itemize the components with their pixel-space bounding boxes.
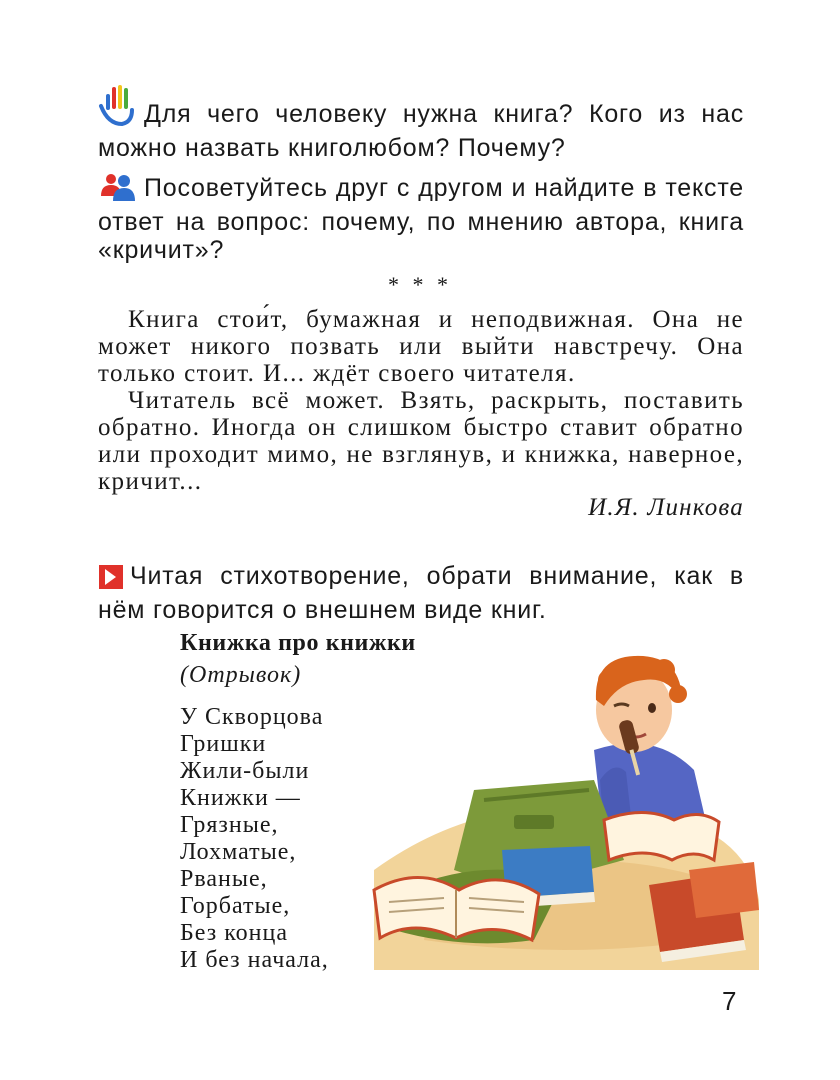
poem-line: Грязные, <box>180 812 279 838</box>
poem-line: Жили-были <box>180 758 310 784</box>
poem-line: Книжки — <box>180 785 301 811</box>
prose-paragraph-2: Читатель всё может. Взять, раскрыть, поставить обратно. Иногда он слишком быстро ставит обратно или проходит мимо, не взглянув, и книжка, наверное, кричит... <box>98 387 744 495</box>
section-separator: * * * <box>388 272 452 297</box>
poem-title: Книжка про книжки <box>180 630 416 656</box>
play-task-icon <box>98 564 124 596</box>
question-1-text: Для чего человеку нужна книга? Кого из нас можно назвать книголюбом? Почему? <box>98 100 744 162</box>
prose-paragraph-1: Книга стои́т, бумажная и неподвижная. Она не может никого позвать или выйти навстречу. Она только стоит. И... ждёт своего читателя. <box>98 306 744 387</box>
poem-line: У Скворцова <box>180 704 324 730</box>
task-text: Читая стихотворение, обрати внимание, как в нём говорится о внешнем виде книг. <box>98 562 744 624</box>
page-number: 7 <box>722 986 737 1016</box>
question-2 <box>98 172 744 264</box>
question-2-text: Посоветуйтесь друг с другом и найдите в тексте ответ на вопрос: почему, по мнению автора, книга «кричит»? <box>98 174 744 264</box>
poem-line: И без начала, <box>180 947 329 973</box>
task-instruction <box>98 562 744 624</box>
prose-text <box>98 306 744 495</box>
author-name: И.Я. Линкова <box>588 494 744 521</box>
poem-subtitle: (Отрывок) <box>180 662 302 688</box>
poem-line: Гришки <box>180 731 267 757</box>
poem-line: Без конца <box>180 920 288 946</box>
pair-work-icon <box>98 172 138 208</box>
question-1 <box>98 84 744 162</box>
poem-line: Лохматые, <box>180 839 297 865</box>
raised-hand-icon <box>98 84 138 134</box>
poem-lines <box>180 704 329 974</box>
boy-with-messy-books-illustration <box>364 640 764 970</box>
poem-line: Горбатые, <box>180 893 291 919</box>
poem-line: Рваные, <box>180 866 268 892</box>
